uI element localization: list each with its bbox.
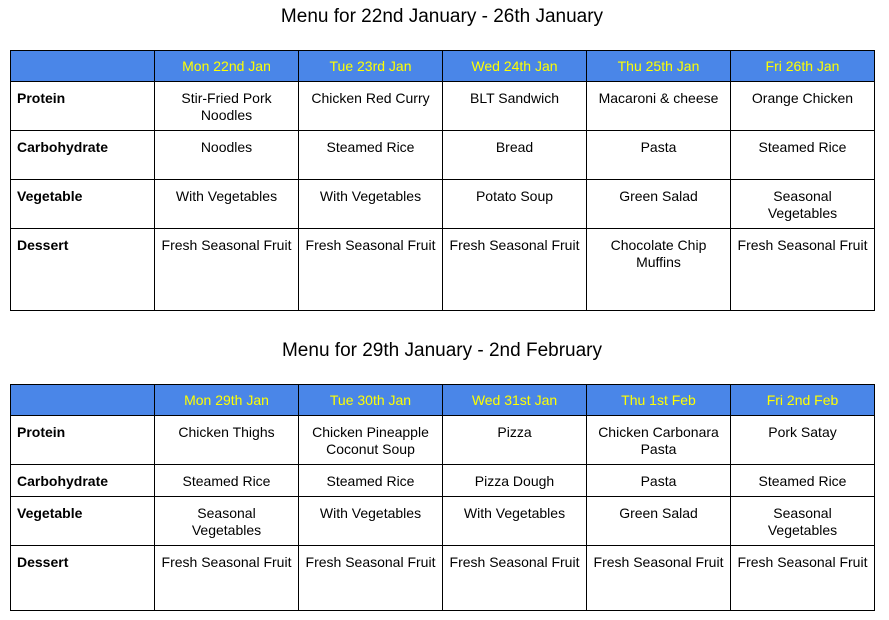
menu-cell: Fresh Seasonal Fruit <box>587 546 731 611</box>
menu-cell: Fresh Seasonal Fruit <box>731 229 875 311</box>
menu-title-week-2: Menu for 29th January - 2nd February <box>281 340 602 361</box>
menu-cell: Steamed Rice <box>299 465 443 497</box>
menu-cell: Steamed Rice <box>299 131 443 180</box>
table-row-vegetable <box>11 497 875 546</box>
menu-cell: Macaroni & cheese <box>587 82 731 131</box>
table-row-vegetable <box>11 180 875 229</box>
table-row-carbohydrate <box>11 465 875 497</box>
menu-cell: Pork Satay <box>731 416 875 465</box>
menu-cell: Seasonal Vegetables <box>731 180 875 229</box>
day-header: Tue 23rd Jan <box>299 51 443 82</box>
day-header-row <box>11 385 875 416</box>
table-row-dessert <box>11 229 875 311</box>
menu-cell: Orange Chicken <box>731 82 875 131</box>
day-header: Tue 30th Jan <box>299 385 443 416</box>
menu-cell: Fresh Seasonal Fruit <box>155 546 299 611</box>
row-label: Carbohydrate <box>11 465 155 497</box>
table-row-dessert <box>11 546 875 611</box>
menu-cell: With Vegetables <box>155 180 299 229</box>
table-row-carbohydrate <box>11 131 875 180</box>
table-row-protein <box>11 82 875 131</box>
menu-cell: Green Salad <box>587 180 731 229</box>
menu-cell: Fresh Seasonal Fruit <box>731 546 875 611</box>
menu-cell: Pasta <box>587 131 731 180</box>
menu-cell: Fresh Seasonal Fruit <box>443 229 587 311</box>
day-header-row <box>11 51 875 82</box>
menu-cell: Chicken Red Curry <box>299 82 443 131</box>
menu-cell: Chicken Pineapple Coconut Soup <box>299 416 443 465</box>
row-label: Protein <box>11 82 155 131</box>
menu-cell: Steamed Rice <box>731 465 875 497</box>
menu-cell: Fresh Seasonal Fruit <box>155 229 299 311</box>
day-header: Wed 24th Jan <box>443 51 587 82</box>
row-label: Vegetable <box>11 497 155 546</box>
menu-cell: Fresh Seasonal Fruit <box>299 229 443 311</box>
menu-cell: Seasonal Vegetables <box>155 497 299 546</box>
row-label: Vegetable <box>11 180 155 229</box>
menu-cell: Chicken Carbonara Pasta <box>587 416 731 465</box>
menu-cell: Pizza Dough <box>443 465 587 497</box>
menu-table-week-2 <box>10 384 875 611</box>
menu-cell: With Vegetables <box>299 180 443 229</box>
menu-cell: Stir-Fried Pork Noodles <box>155 82 299 131</box>
day-header: Fri 2nd Feb <box>731 385 875 416</box>
menu-cell: Steamed Rice <box>731 131 875 180</box>
row-label: Dessert <box>11 546 155 611</box>
day-header: Thu 1st Feb <box>587 385 731 416</box>
day-header: Fri 26th Jan <box>731 51 875 82</box>
day-header: Mon 29th Jan <box>155 385 299 416</box>
menu-title-week-1: Menu for 22nd January - 26th January <box>280 6 604 27</box>
menu-cell: Bread <box>443 131 587 180</box>
corner-cell <box>11 51 155 82</box>
menu-cell: Chocolate Chip Muffins <box>587 229 731 311</box>
menu-cell: Seasonal Vegetables <box>731 497 875 546</box>
menu-table-week-1 <box>10 50 875 311</box>
menu-cell: Chicken Thighs <box>155 416 299 465</box>
menu-cell: With Vegetables <box>443 497 587 546</box>
row-label: Protein <box>11 416 155 465</box>
table-row-protein <box>11 416 875 465</box>
corner-cell <box>11 385 155 416</box>
day-header: Thu 25th Jan <box>587 51 731 82</box>
row-label: Carbohydrate <box>11 131 155 180</box>
menu-cell: Green Salad <box>587 497 731 546</box>
row-label: Dessert <box>11 229 155 311</box>
menu-cell: Pasta <box>587 465 731 497</box>
menu-cell: Pizza <box>443 416 587 465</box>
menu-cell: Noodles <box>155 131 299 180</box>
menu-cell: Potato Soup <box>443 180 587 229</box>
menu-cell: Steamed Rice <box>155 465 299 497</box>
day-header: Mon 22nd Jan <box>155 51 299 82</box>
day-header: Wed 31st Jan <box>443 385 587 416</box>
menu-cell: Fresh Seasonal Fruit <box>443 546 587 611</box>
menu-cell: With Vegetables <box>299 497 443 546</box>
menu-cell: BLT Sandwich <box>443 82 587 131</box>
menu-cell: Fresh Seasonal Fruit <box>299 546 443 611</box>
